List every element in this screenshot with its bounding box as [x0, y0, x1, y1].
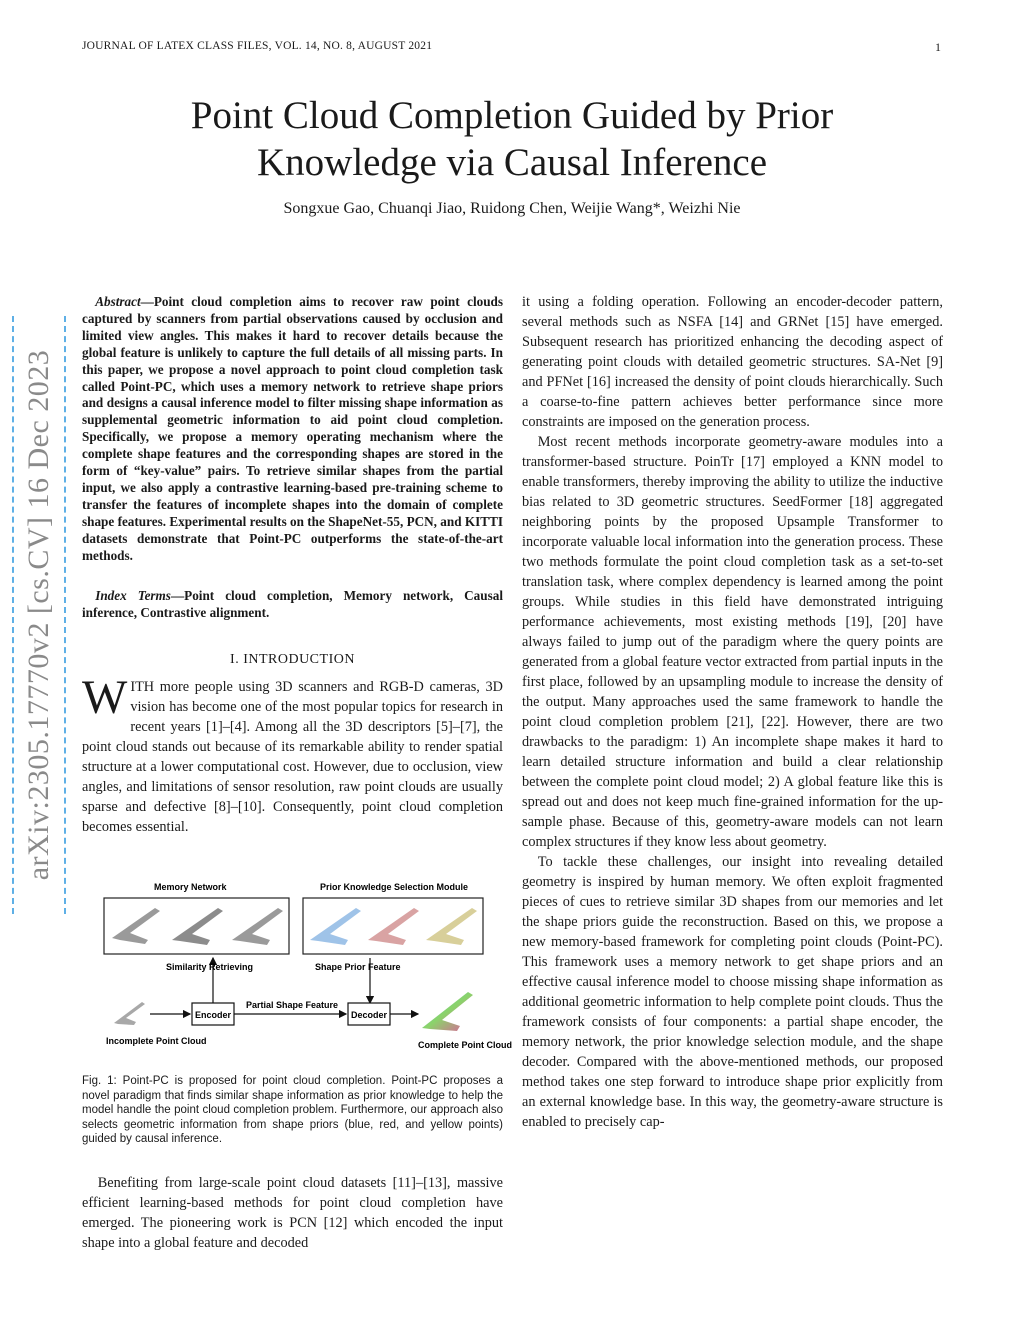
airplane-icon-complete: [422, 992, 473, 1031]
right-paragraph-3: To tackle these challenges, our insight into revealing detailed geometry is inspired by human memory. We often exploit fragmented pieces of cues to retrieve similar 3D shapes from our memories and let the shape priors guide the reconstruction. Based on this, we propose a new memory-based framework for completing point clouds (Point-PC). This framework uses a memory network to get shape priors and an effective causal inference model to choose missing shape information as additional geometric information to help complete point clouds. Thus the framework consists of four components: a partial shape encoder, the memory network, the prior knowledge selection module, and the shape decoder. Compared with the above-mentioned methods, our proposed method takes one step forward to introduce shape prior explicitly from an external knowledge base. In this way, the geometry-aware structure is enabled to precisely cap-: [522, 854, 943, 1130]
abstract: [82, 294, 503, 565]
arxiv-id: arXiv:2305.17770v2 [cs.CV] 16 Dec 2023: [22, 349, 55, 881]
airplane-icon-memory-1: [112, 908, 160, 944]
decoder-label: Decoder: [351, 1010, 388, 1020]
paper-title: [0, 92, 1024, 186]
similarity-label: Similarity Retrieving: [166, 962, 254, 972]
intro-p1-text: ITH more people using 3D scanners and RGB-D cameras, 3D vision has become one of the most popular topics for research in recent years [1]–[4]. Among all the 3D descriptors [5]–[7], the point cloud stands out because of its remarkable ability to render spatial structure at a lower computational cost. However, due to occlusion, view angles, and limitations of sensor resolution, raw point clouds are usually sparse and defective [8]–[10]. Consequently, point cloud completion becomes essential.: [82, 679, 503, 835]
intro-paragraph-2: Benefiting from large-scale point cloud datasets [11]–[13], massive efficient learning-based methods for point cloud completion have emerged. The pioneering work is PCN [12] which encoded the input shape into a global feature and decoded: [82, 1175, 503, 1251]
title-line-1: Point Cloud Completion Guided by Prior: [190, 94, 834, 137]
abstract-label: Abstract: [95, 294, 141, 309]
title-line-2: Knowledge via Causal Inference: [256, 141, 768, 184]
complete-label: Complete Point Cloud: [418, 1040, 512, 1050]
index-terms: [82, 588, 503, 622]
airplane-icon-incomplete: [114, 1002, 145, 1025]
authors: Songxue Gao, Chuanqi Jiao, Ruidong Chen, Weijie Wang*, Weizhi Nie: [283, 200, 741, 217]
airplane-icon-memory-3: [232, 908, 283, 945]
incomplete-label: Incomplete Point Cloud: [106, 1036, 207, 1046]
encoder-label: Encoder: [195, 1010, 232, 1020]
memory-network-label: Memory Network: [154, 882, 227, 892]
prior-module-label: Prior Knowledge Selection Module: [320, 882, 469, 892]
right-paragraph-1: it using a folding operation. Following an encoder-decoder pattern, several methods such as NSFA [14] and GRNet [15] have emerged. Subsequent research has prioritized enhancing the decoding aspect of generating point clouds with detailed geometric structures. SA-Net [9] and PFNet [16] increased the density of point clouds hierarchically. Such a coarse-to-fine pattern achieves better performance since more constraints are imposed on the generation process.: [522, 294, 943, 430]
arxiv-sidebar: [12, 316, 66, 914]
pipeline-diagram: [100, 878, 512, 1063]
shape-prior-label: Shape Prior Feature: [315, 962, 401, 972]
abstract-text: —Point cloud completion aims to recover raw point clouds captured by scanners from partial observations caused by occlusion and limited view angles. This makes it hard to recover details because the global feature is unlikely to capture the full details of all missing parts. In this paper, we propose a novel approach to point cloud completion task called Point-PC, which uses a memory network to retrieve shape priors and designs a causal inference model to filter missing shape information as supplemental geometric information to aid point cloud completion. Specifically, we propose a memory operating mechanism where the complete shape features and the corresponding shapes are stored in the form of “key-value” pairs. To retrieve similar shapes from the partial input, we also apply a contrastive learning-based pre-training scheme to transfer the features of incomplete shapes into the domain of complete shape features. Experimental results on the ShapeNet-55, PCN, and KITTI datasets demonstrate that Point-PC outperforms the state-of-the-art methods.: [82, 294, 503, 563]
page-number: 1: [935, 40, 941, 54]
airplane-icon-prior-blue: [310, 908, 361, 945]
figure-1-diagram: [100, 878, 512, 1063]
drop-cap: W: [82, 671, 128, 724]
right-column: [522, 292, 943, 1132]
intro-paragraph-1: [82, 671, 503, 837]
index-terms-label: Index Terms: [95, 588, 171, 603]
right-paragraph-2: Most recent methods incorporate geometry-aware modules into a transformer-based structure. PoinTr [17] employed a KNN model to enable transformers, thereby improving the ability to utilize the inductive bias related to 3D geometric structures. SeedFormer [18] aggregated neighboring points by the proposed Upsample Transformer to incorporate valuable local information into the generation process. These two methods formulate the point cloud completion task as a set-to-set translation task, where complex dependency is learned among the point groups. While studies in this field have demonstrated intriguing performance achievements, most existing methods [19], [20] have always failed to jump out of the paradigm where the query points are generated from a global feature vector extracted from partial inputs in the first place, followed by an upsampling module to increase the density of the output. Many approaches used the same framework to handle the point cloud completion problem [21], [22]. However, there are two drawbacks to the paradigm: 1) An incomplete shape makes it hard to learn detailed structure information and build a clear relationship between the complete point cloud model; 2) A global feature like this is spread out and does not keep much fine-grained information for the up-sample phase. Because of this, geometry-aware models can not learn complex structures if they know less about geometry.: [522, 434, 943, 850]
index-terms-text: —Point cloud completion, Memory network, Causal inference, Contrastive alignment.: [82, 588, 504, 620]
section-heading: I. INTRODUCTION: [230, 652, 355, 667]
airplane-icon-prior-yellow: [426, 908, 477, 945]
airplane-icon-prior-red: [368, 908, 419, 945]
journal-header: JOURNAL OF LATEX CLASS FILES, VOL. 14, NO. 8, AUGUST 2021: [82, 40, 433, 52]
figure-caption: Fig. 1: Point-PC is proposed for point cloud completion. Point-PC proposes a novel paradigm that finds similar shape information as prior knowledge to help the model handle the point cloud completion problem. Furthermore, our approach also selects geometric information from shape priors (blue, red, and yellow points) guided by causal inference.: [82, 1075, 503, 1146]
airplane-icon-memory-2: [172, 908, 223, 945]
partial-feature-label: Partial Shape Feature: [246, 1000, 339, 1010]
